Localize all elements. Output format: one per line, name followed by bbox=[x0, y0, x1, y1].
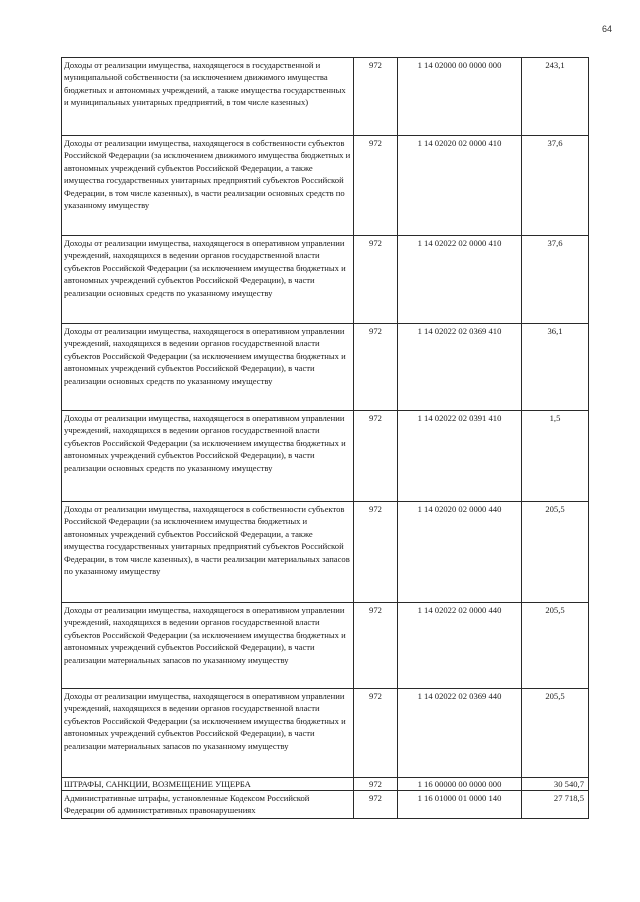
row-admin-code: 972 bbox=[354, 778, 398, 791]
row-description: Доходы от реализации имущества, находящегося в оперативном управлении учреждений, находящихся в ведении органов государственной власти субъектов Российской Федерации (за исключением имущества бюджетных и автономных учреждений субъектов Российской Федерации), в части реализации основных средств по указанному имуществу bbox=[62, 324, 354, 411]
row-amount: 37,6 bbox=[522, 136, 589, 236]
row-admin-code: 972 bbox=[354, 58, 398, 136]
row-description: Доходы от реализации имущества, находящегося в собственности субъектов Российской Федерации (за исключением движимого имущества бюджетных и автономных учреждений субъектов Российской Федерации, а также имущества государственных унитарных предприятий субъектов Российской Федерации, в том числе казенных), в части реализации основных средств по указанному имуществу bbox=[62, 136, 354, 236]
row-kbk-code: 1 14 02022 02 0000 410 bbox=[398, 236, 522, 324]
row-admin-code: 972 bbox=[354, 689, 398, 778]
table-row bbox=[62, 603, 589, 689]
row-amount: 243,1 bbox=[522, 58, 589, 136]
row-amount: 1,5 bbox=[522, 411, 589, 502]
row-description: Административные штрафы, установленные Кодексом Российской Федерации об административных правонарушениях bbox=[62, 791, 354, 819]
row-admin-code: 972 bbox=[354, 411, 398, 502]
table-row bbox=[62, 136, 589, 236]
section-title: ШТРАФЫ, САНКЦИИ, ВОЗМЕЩЕНИЕ УЩЕРБА bbox=[62, 778, 354, 791]
table-row bbox=[62, 324, 589, 411]
row-kbk-code: 1 16 01000 01 0000 140 bbox=[398, 791, 522, 819]
row-description: Доходы от реализации имущества, находящегося в государственной и муниципальной собственности (за исключением движимого имущества бюджетных и автономных учреждений, а также имущества государственных и муниципальных унитарных предприятий, в том числе казенных) bbox=[62, 58, 354, 136]
row-kbk-code: 1 16 00000 00 0000 000 bbox=[398, 778, 522, 791]
table-row bbox=[62, 689, 589, 778]
table-row bbox=[62, 791, 589, 819]
section-row bbox=[62, 778, 589, 791]
row-amount: 205,5 bbox=[522, 603, 589, 689]
row-kbk-code: 1 14 02000 00 0000 000 bbox=[398, 58, 522, 136]
row-admin-code: 972 bbox=[354, 791, 398, 819]
row-description: Доходы от реализации имущества, находящегося в оперативном управлении учреждений, находящихся в ведении органов государственной власти субъектов Российской Федерации (за исключением имущества бюджетных и автономных учреждений субъектов Российской Федерации), в части реализации материальных запасов по указанному имуществу bbox=[62, 689, 354, 778]
row-kbk-code: 1 14 02020 02 0000 440 bbox=[398, 502, 522, 603]
row-amount: 27 718,5 bbox=[522, 791, 589, 819]
row-admin-code: 972 bbox=[354, 324, 398, 411]
section-total: 30 540,7 bbox=[522, 778, 589, 791]
row-description: Доходы от реализации имущества, находящегося в оперативном управлении учреждений, находящихся в ведении органов государственной власти субъектов Российской Федерации (за исключением имущества бюджетных и автономных учреждений субъектов Российской Федерации), в части реализации основных средств по указанному имуществу bbox=[62, 236, 354, 324]
row-kbk-code: 1 14 02022 02 0000 440 bbox=[398, 603, 522, 689]
row-kbk-code: 1 14 02022 02 0369 410 bbox=[398, 324, 522, 411]
row-amount: 36,1 bbox=[522, 324, 589, 411]
row-kbk-code: 1 14 02022 02 0391 410 bbox=[398, 411, 522, 502]
row-amount: 205,5 bbox=[522, 502, 589, 603]
row-amount: 37,6 bbox=[522, 236, 589, 324]
row-admin-code: 972 bbox=[354, 502, 398, 603]
row-admin-code: 972 bbox=[354, 136, 398, 236]
row-admin-code: 972 bbox=[354, 603, 398, 689]
table-row bbox=[62, 236, 589, 324]
row-description: Доходы от реализации имущества, находящегося в оперативном управлении учреждений, находящихся в ведении органов государственной власти субъектов Российской Федерации (за исключением имущества бюджетных и автономных учреждений субъектов Российской Федерации), в части реализации материальных запасов по указанному имуществу bbox=[62, 603, 354, 689]
table-row bbox=[62, 502, 589, 603]
row-admin-code: 972 bbox=[354, 236, 398, 324]
revenue-table bbox=[61, 57, 589, 819]
row-description: Доходы от реализации имущества, находящегося в собственности субъектов Российской Федерации (за исключением имущества бюджетных и автономных учреждений субъектов Российской Федерации, а также имущества государственных унитарных предприятий субъектов Российской Федерации, в том числе казенных), в части реализации материальных запасов по указанному имуществу bbox=[62, 502, 354, 603]
table-row bbox=[62, 58, 589, 136]
row-description: Доходы от реализации имущества, находящегося в оперативном управлении учреждений, находящихся в ведении органов государственной власти субъектов Российской Федерации (за исключением имущества бюджетных и автономных учреждений субъектов Российской Федерации), в части реализации основных средств по указанному имуществу bbox=[62, 411, 354, 502]
row-amount: 205,5 bbox=[522, 689, 589, 778]
row-kbk-code: 1 14 02020 02 0000 410 bbox=[398, 136, 522, 236]
row-kbk-code: 1 14 02022 02 0369 440 bbox=[398, 689, 522, 778]
page-number: 64 bbox=[601, 24, 612, 34]
table-row bbox=[62, 411, 589, 502]
